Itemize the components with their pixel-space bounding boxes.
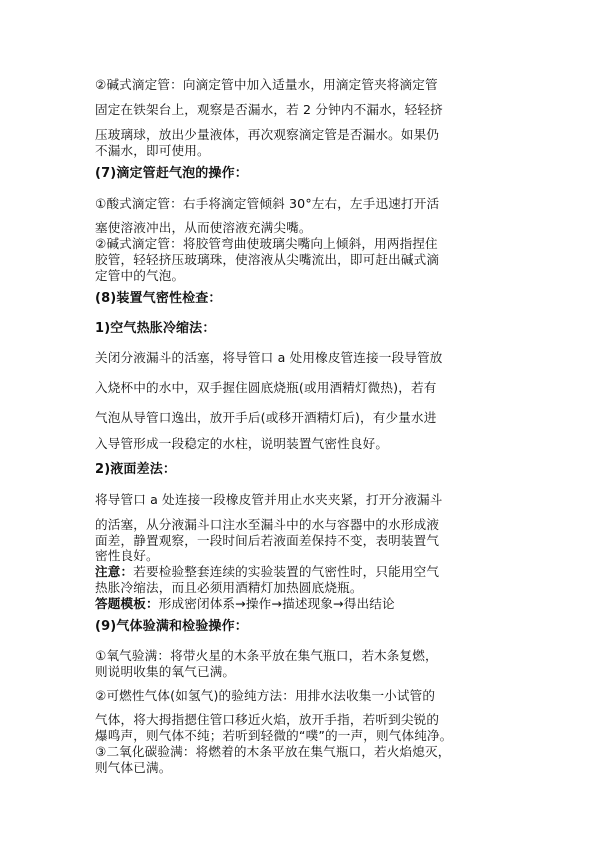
subsection-heading-1: 1)空气热胀冷缩法： [95,321,216,336]
note-text: 若要检验整套连续的实验装置的气密性时，只能用空气 [133,564,440,579]
text-line: 入烧杯中的水中，双手握住圆底烧瓶(或用酒精灯微热)，若有 [95,380,437,395]
text-line: 爆鸣声，则气体不纯；若听到轻微的“噗”的一声，则气体纯净。 [95,728,453,743]
section-heading-9: (9)气体验满和检验操作： [95,619,248,634]
text-line: 面差，静置观察，一段时间后若液面差保持不变，表明装置气 [95,533,440,548]
note-label: 注意： [95,564,134,579]
section-heading-8: (8)装置气密性检查： [95,291,222,306]
text-line: 固定在铁架台上，观察是否漏水，若 2 分钟内不漏水，轻轻挤 [95,102,443,117]
text-line: 胶管，轻轻挤压玻璃珠，使溶液从尖嘴流出，即可赶出碱式滴 [95,252,440,267]
text-line: 入导管形成一段稳定的水柱，说明装置气密性良好。 [95,436,389,451]
template-label: 答题模板： [95,596,159,611]
text-line: 则气体已满。 [95,760,172,775]
template-line [95,596,395,612]
text-line: ①氧气验满：将带火星的木条平放在集气瓶口，若木条复燃， [95,648,438,663]
note-line [95,564,439,580]
text-line: 的活塞，从分液漏斗口注水至漏斗中的水与容器中的水形成液 [95,517,440,532]
text-line: 将导管口 a 处连接一段橡皮管并用止水夹夹紧，打开分液漏斗 [95,492,443,507]
text-line: 压玻璃球，放出少量液体，再次观察滴定管是否漏水。如果仍 [95,127,440,142]
text-line: 塞使溶液冲出，从而使溶液充满尖嘴。 [95,220,312,235]
text-line: 不漏水，即可使用。 [95,143,210,158]
text-line: ①酸式滴定管：右手将滴定管倾斜 30°左右，左手迅速打开活 [95,196,440,211]
section-heading-7: (7)滴定管赶气泡的操作： [95,166,248,181]
text-line: 热胀冷缩法，而且必须用酒精灯加热圆底烧瓶。 [95,580,363,595]
subsection-heading-2: 2)液面差法： [95,462,177,477]
text-line: 定管中的气泡。 [95,268,185,283]
text-line: 则说明收集的氧气已满。 [95,664,236,679]
text-line: 气泡从导管口逸出，放开手后(或移开酒精灯后)，有少量水进 [95,410,437,425]
text-line: 密性良好。 [95,548,159,563]
text-line: 关闭分液漏斗的活塞，将导管口 a 处用橡皮管连接一段导管放 [95,350,443,365]
text-line: 气体，将大拇指摁住管口移近火焰，放开手指，若听到尖锐的 [95,712,440,727]
text-line: ③二氧化碳验满：将燃着的木条平放在集气瓶口，若火焰熄灭， [95,744,451,759]
text-line: ②碱式滴定管：将胶管弯曲使玻璃尖嘴向上倾斜，用两指捏住 [95,236,438,251]
text-line: ②可燃性气体(如氢气)的验纯方法：用排水法收集一小试管的 [95,688,436,703]
template-text: 形成密闭体系→操作→描述现象→得出结论 [158,596,395,611]
text-line: ②碱式滴定管：向滴定管中加入适量水，用滴定管夹将滴定管 [95,77,438,92]
